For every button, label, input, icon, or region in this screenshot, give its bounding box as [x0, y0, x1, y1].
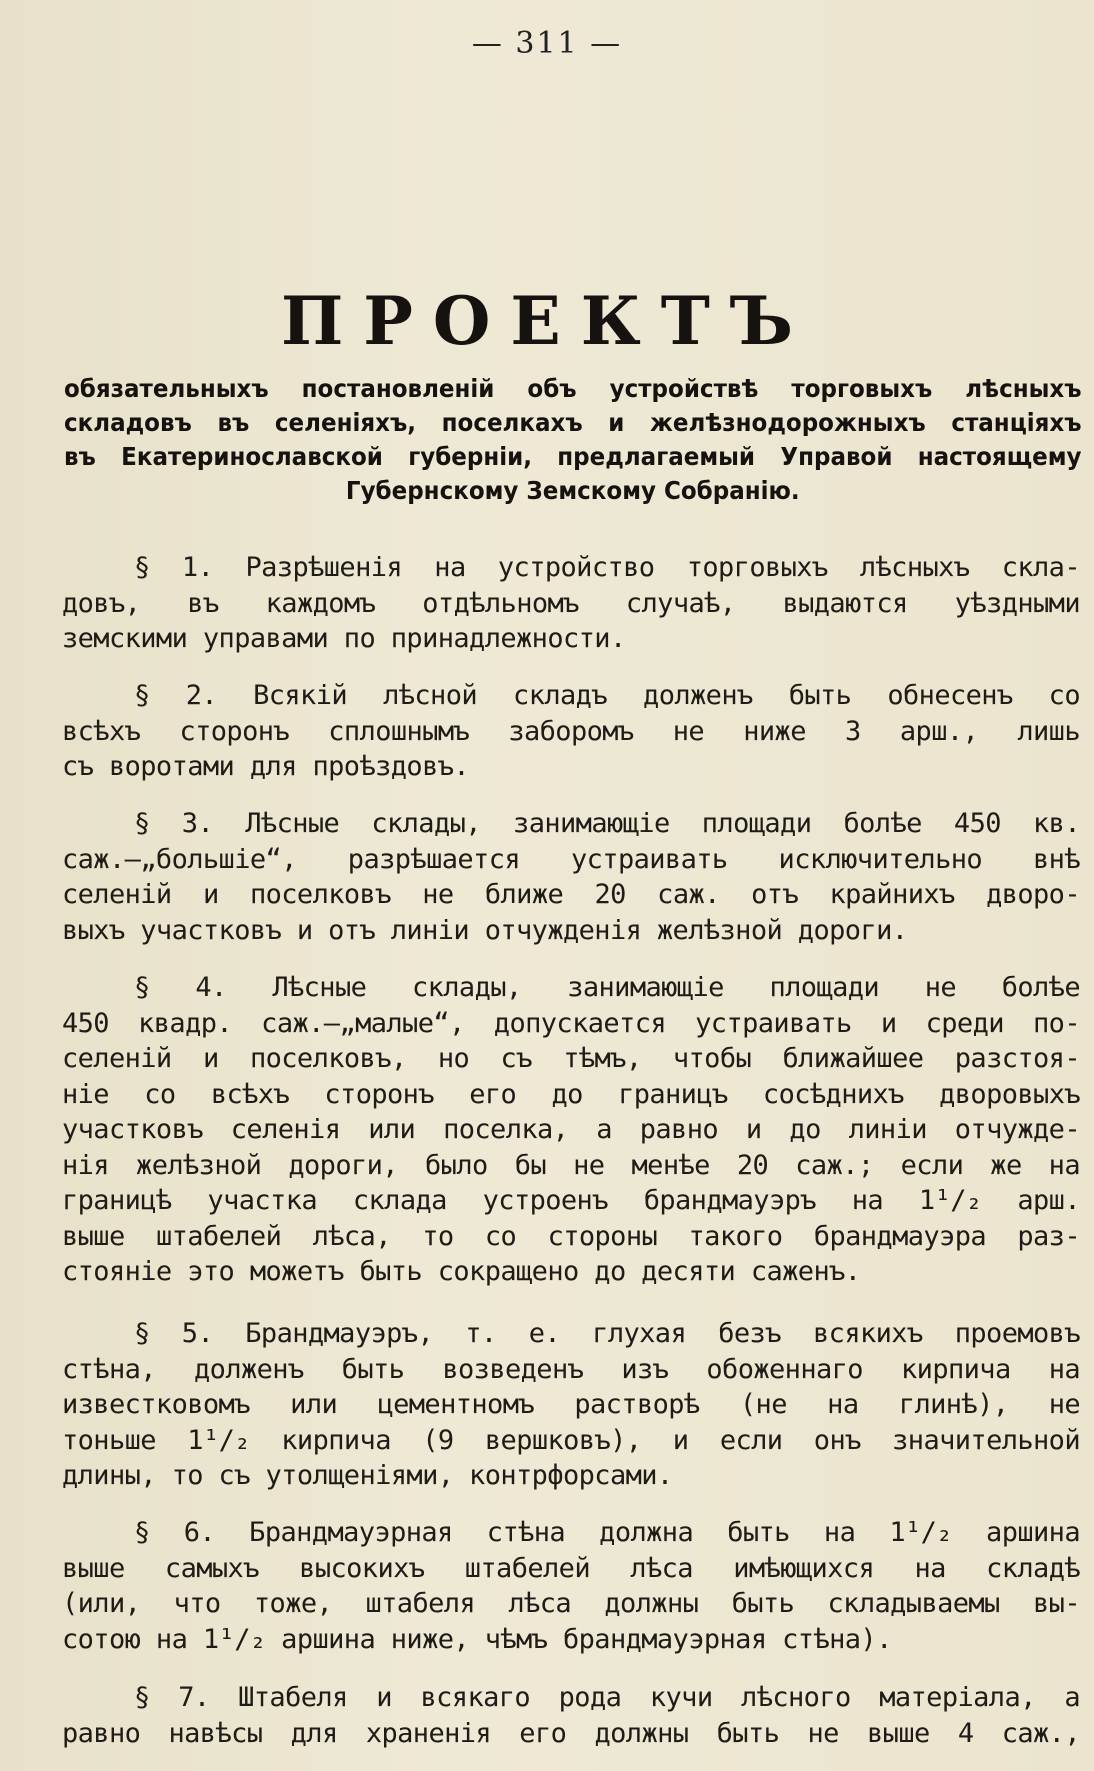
paragraph-line: длины, то съ утолщеніями, контрфорсами. [62, 1460, 673, 1491]
paragraph-line: стѣна, долженъ быть возведенъ изъ обоженнаго кирпича на [62, 1353, 1080, 1385]
paragraph-line: ніе со всѣхъ сторонъ его до границъ сосѣднихъ дворовыхъ [62, 1078, 1080, 1110]
paragraph-line: § 6. Брандмауэрная стѣна должна быть на 1¹/₂ аршина [134, 1517, 1080, 1548]
paragraph-line: § 7. Штабеля и всякаго рода кучи лѣсного матеріала, а [134, 1682, 1080, 1713]
paragraph-line: съ воротами для проѣздовъ. [62, 751, 470, 782]
paragraph-line: выше самыхъ высокихъ штабелей лѣса имѣющихся на складѣ [62, 1552, 1080, 1584]
paragraph-line: § 5. Брандмауэръ, т. е. глухая безъ всякихъ проемовъ [134, 1318, 1080, 1349]
paragraph-5 [62, 1316, 1080, 1494]
paragraph-line: довъ, въ каждомъ отдѣльномъ случаѣ, выдаются уѣздными [62, 587, 1080, 619]
subtitle-line: въ Екатеринославской губерніи, предлагаемый Управой настоящему [64, 442, 1082, 471]
paragraph-6 [62, 1515, 1080, 1657]
document-title: ПРОЕКТЪ [280, 282, 814, 360]
paragraph-7 [62, 1680, 1080, 1751]
paragraph-line: всѣхъ сторонъ сплошнымъ заборомъ не ниже 3 арш., лишь [62, 715, 1080, 747]
paragraph-line: участковъ селенія или поселка, а равно и до линіи отчужде- [62, 1114, 1080, 1145]
subtitle-line: обязательныхъ постановленій объ устройствѣ торговыхъ лѣсныхъ [64, 374, 1082, 403]
paragraph-line: выхъ участковъ и отъ линіи отчужденія желѣзной дороги. [62, 914, 908, 946]
paragraph-line: известковомъ или цементномъ растворѣ (не на глинѣ), не [62, 1389, 1080, 1420]
paragraph-line: сотою на 1¹/₂ аршина ниже, чѣмъ брандмауэрная стѣна). [62, 1623, 892, 1655]
paragraph-4 [62, 970, 1080, 1290]
paragraph-line: стояніе это можетъ быть сокращено до десяти саженъ. [62, 1256, 861, 1287]
paragraph-line: равно навѣсы для храненія его должны быть не выше 4 саж., [62, 1717, 1080, 1749]
paragraph-line: тоньше 1¹/₂ кирпича (9 вершковъ), и если онъ значительной [62, 1424, 1080, 1456]
paragraph-line: границѣ участка склада устроенъ брандмауэръ на 1¹/₂ арш. [62, 1185, 1080, 1216]
paragraph-line: § 3. Лѣсные склады, занимающіе площади болѣе 450 кв. [134, 808, 1080, 839]
paragraph-line: § 1. Разрѣшенія на устройство торговыхъ лѣсныхъ скла- [134, 552, 1080, 583]
subtitle-line: складовъ въ селеніяхъ, поселкахъ и желѣзнодорожныхъ станціяхъ [64, 408, 1082, 437]
page-number: — 311 — [471, 26, 623, 61]
paragraph-line: (или, что тоже, штабеля лѣса должны быть складываемы вы- [62, 1588, 1080, 1619]
paragraph-3 [62, 806, 1080, 948]
paragraph-line: нія желѣзной дороги, было бы не менѣе 20 саж.; если же на [62, 1149, 1080, 1181]
paragraph-line: 450 квадр. саж.—„малые“, допускается устраивать и среди по- [62, 1007, 1080, 1039]
paragraph-line: земскими управами по принадлежности. [62, 623, 626, 654]
paragraph-line: саж.—„большіе“, разрѣшается устраивать исключительно внѣ [62, 843, 1080, 875]
paragraph-1 [62, 550, 1080, 657]
document-subtitle [64, 372, 1082, 508]
paragraph-line: селеній и поселковъ не ближе 20 саж. отъ крайнихъ дворо- [62, 879, 1080, 910]
paragraph-line: селеній и поселковъ, но съ тѣмъ, чтобы ближайшее разстоя- [62, 1043, 1080, 1074]
paragraph-line: § 2. Всякій лѣсной складъ долженъ быть обнесенъ со [134, 680, 1080, 711]
subtitle-line: Губернскому Земскому Собранію. [345, 476, 800, 505]
paragraph-line: выше штабелей лѣса, то со стороны такого брандмауэра раз- [62, 1220, 1080, 1252]
paragraph-line: § 4. Лѣсные склады, занимающіе площади не болѣе [134, 972, 1080, 1003]
paragraph-2 [62, 678, 1080, 785]
